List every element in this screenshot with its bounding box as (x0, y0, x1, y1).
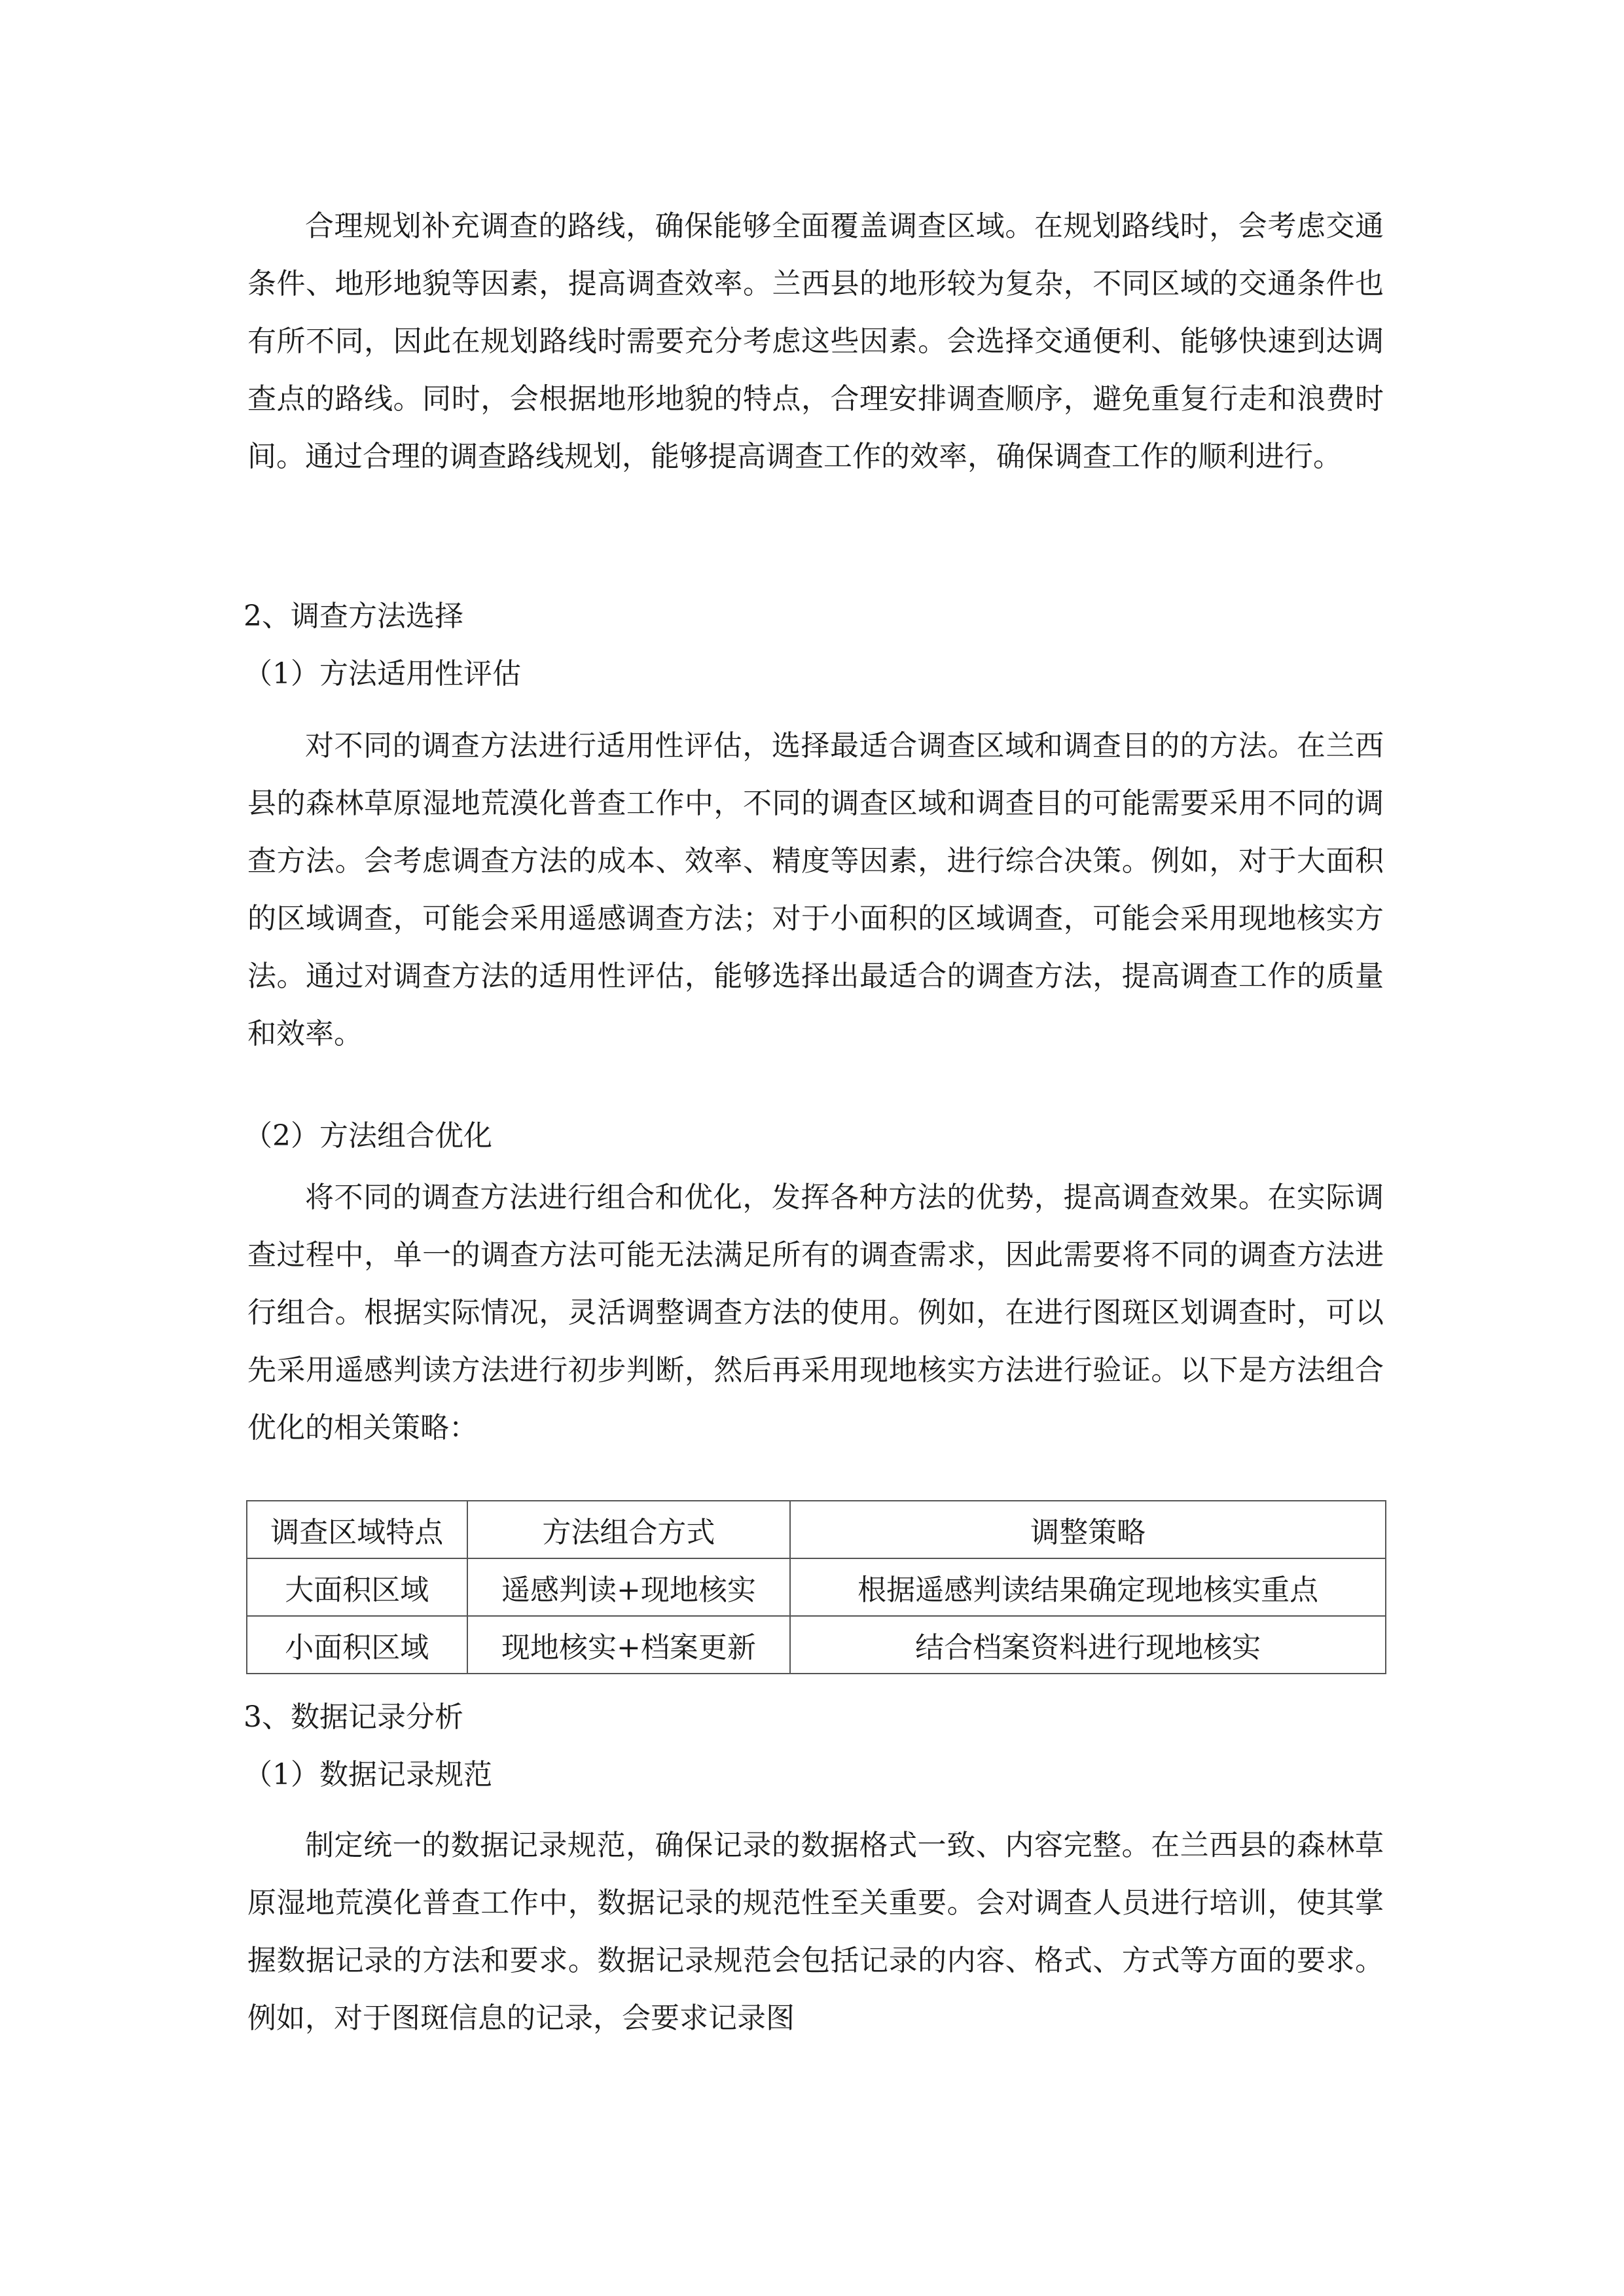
table-row (247, 1616, 1386, 1674)
recording-standards-paragraph: 制定统一的数据记录规范，确保记录的数据格式一致、内容完整。在兰西县的森林草原湿地荒漠化普查工作中，数据记录的规范性至关重要。会对调查人员进行培训，使其掌握数据记录的方法和要求。数据记录规范会包括记录的内容、格式、方式等方面的要求。例如，对于图斑信息的记录，会要求记录图 (247, 1829, 1384, 2035)
subheading-combination: （2）方法组合优化 (244, 1119, 492, 1153)
applicability-paragraph: 对不同的调查方法进行适用性评估，选择最适合调查区域和调查目的的方法。在兰西县的森林草原湿地荒漠化普查工作中，不同的调查区域和调查目的可能需要采用不同的调查方法。会考虑调查方法的成本、效率、精度等因素，进行综合决策。例如，对于大面积的区域调查，可能会采用遥感调查方法；对于小面积的区域调查，可能会采用现地核实方法。通过对调查方法的适用性评估，能够选择出最适合的调查方法，提高调查工作的质量和效率。 (247, 729, 1384, 1050)
table-header-cell: 方法组合方式 (467, 1501, 791, 1558)
table-row (247, 1558, 1386, 1616)
table-cell: 现地核实+档案更新 (467, 1616, 791, 1674)
table-cell: 大面积区域 (247, 1558, 467, 1616)
table-cell: 结合档案资料进行现地核实 (790, 1616, 1386, 1674)
route-planning-paragraph: 合理规划补充调查的路线，确保能够全面覆盖调查区域。在规划路线时，会考虑交通条件、地形地貌等因素，提高调查效率。兰西县的地形较为复杂，不同区域的交通条件也有所不同，因此在规划路线时需要充分考虑这些因素。会选择交通便利、能够快速到达调查点的路线。同时，会根据地形地貌的特点，合理安排调查顺序，避免重复行走和浪费时间。通过合理的调查路线规划，能够提高调查工作的效率，确保调查工作的顺利进行。 (247, 209, 1384, 473)
subheading-recording-standards: （1）数据记录规范 (244, 1758, 492, 1791)
table-header-cell: 调整策略 (790, 1501, 1386, 1558)
table-cell: 遥感判读+现地核实 (467, 1558, 791, 1616)
strategy-table (246, 1500, 1386, 1674)
table-header-row (247, 1501, 1386, 1558)
section-heading-data-recording: 3、数据记录分析 (244, 1700, 463, 1734)
table-cell: 小面积区域 (247, 1616, 467, 1674)
table-header-cell: 调查区域特点 (247, 1501, 467, 1558)
table-cell: 根据遥感判读结果确定现地核实重点 (790, 1558, 1386, 1616)
combination-paragraph: 将不同的调查方法进行组合和优化，发挥各种方法的优势，提高调查效果。在实际调查过程中，单一的调查方法可能无法满足所有的调查需求，因此需要将不同的调查方法进行组合。根据实际情况，灵活调整调查方法的使用。例如，在进行图斑区划调查时，可以先采用遥感判读方法进行初步判断，然后再采用现地核实方法进行验证。以下是方法组合优化的相关策略： (247, 1181, 1384, 1444)
section-heading-method-selection: 2、调查方法选择 (244, 600, 463, 633)
subheading-applicability: （1）方法适用性评估 (244, 657, 521, 691)
